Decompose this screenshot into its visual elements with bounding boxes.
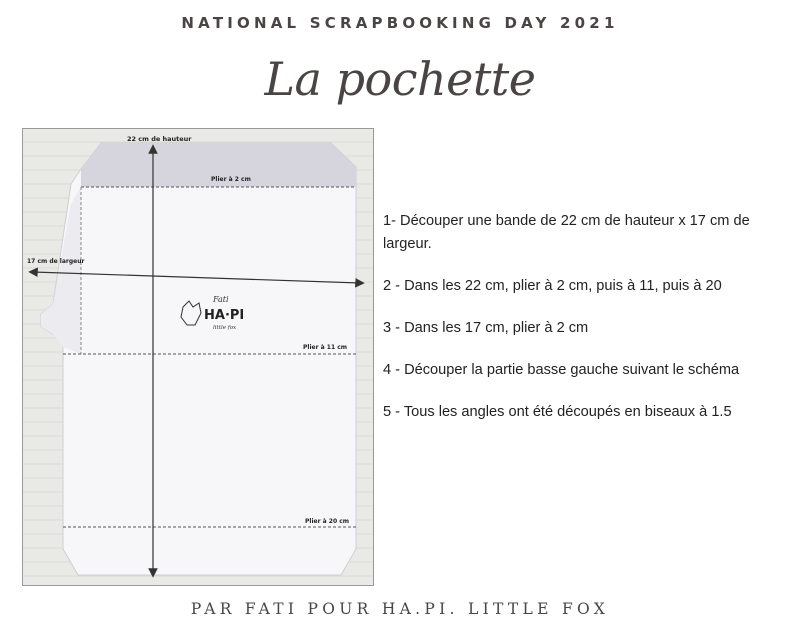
step-2: 2 - Dans les 22 cm, plier à 2 cm, puis à 11, puis à 20 bbox=[383, 278, 722, 294]
paper-template bbox=[41, 143, 356, 575]
logo-line2: HA·PI bbox=[204, 308, 245, 323]
height-label: 22 cm de hauteur bbox=[127, 135, 192, 143]
step-5: 5 - Tous les angles ont été découpés en biseaux à 1.5 bbox=[383, 404, 732, 420]
credit-footer: PAR FATI POUR HA.PI. LITTLE FOX bbox=[190, 600, 610, 618]
instruction-list bbox=[383, 210, 798, 443]
event-header: NATIONAL SCRAPBOOKING DAY 2021 bbox=[181, 14, 619, 32]
fold-label-11cm: Plier à 11 cm bbox=[303, 344, 348, 351]
step-1: 1- Découper une bande de 22 cm de hauteur x 17 cm de largeur. bbox=[383, 213, 750, 252]
logo-line1: Fati bbox=[213, 295, 229, 304]
step-3: 3 - Dans les 17 cm, plier à 2 cm bbox=[383, 320, 589, 336]
width-label: 17 cm de largeur bbox=[27, 258, 85, 265]
template-photo bbox=[22, 128, 374, 586]
step-4: 4 - Découper la partie basse gauche suivant le schéma bbox=[383, 362, 740, 378]
fold-label-20cm: Plier à 20 cm bbox=[305, 518, 350, 525]
logo-line3: little fox bbox=[213, 325, 237, 331]
fold-label-2cm: Plier à 2 cm bbox=[211, 176, 251, 183]
page-title: La pochette bbox=[264, 52, 536, 106]
